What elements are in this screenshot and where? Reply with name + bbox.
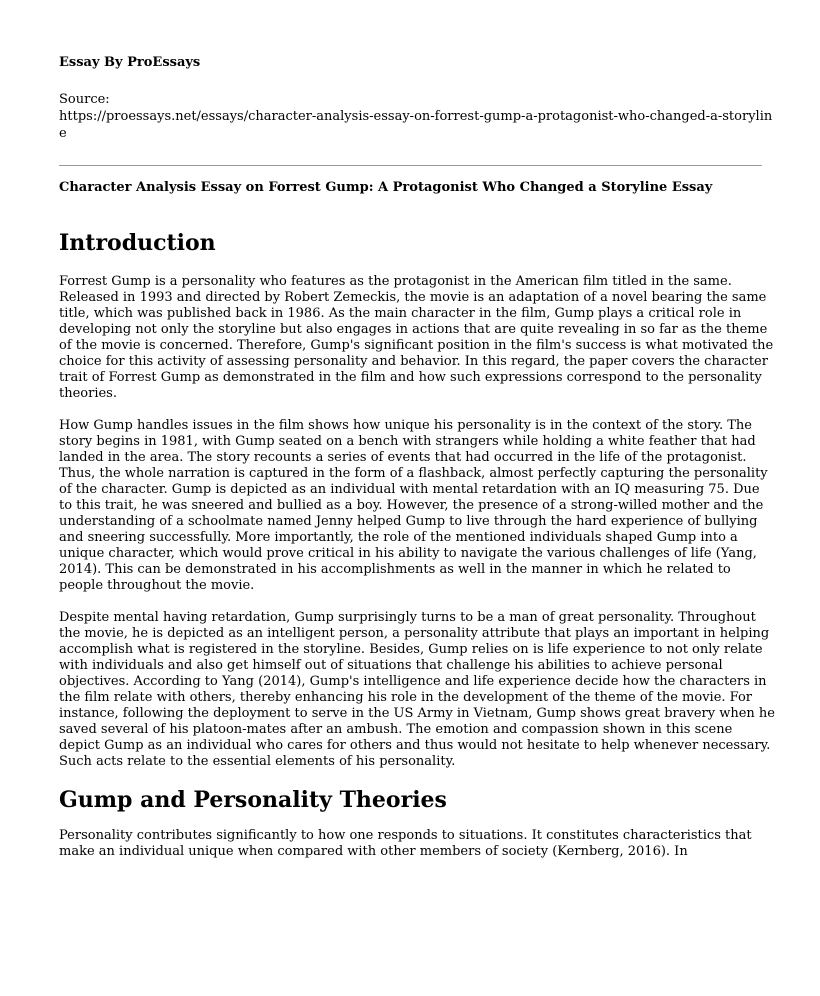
section-heading-personality-theories: Gump and Personality Theories [59,787,447,813]
paragraph: How Gump handles issues in the film shows how unique his personality is in the context of the story. The story begins in 1981, with Gump seated on a bench with strangers while holding a white feather that had landed in the area. The story recounts a series of events that had occurred in the life of the protagonist. Thus, the whole narration is captured in the form of a flashback, almost perfectly capturing the personality of the character. Gump is depicted as an individual with mental retardation with an IQ measuring 75. Due to this trait, he was sneered and bullied as a boy. However, the presence of a strong-willed mother and the understanding of a schoolmate named Jenny helped Gump to live through the hard experience of bullying and sneering successfully. More importantly, the role of the mentioned individuals shaped Gump into a unique character, which would prove critical in his ability to navigate the various challenges of life (Yang, 2014). This can be demonstrated in his accomplishments as well in the manner in which he related to people throughout the movie. [59,418,768,593]
divider [59,165,762,166]
paragraph: Personality contributes significantly to how one responds to situations. It constitutes characteristics that make an individual unique when compared with other members of society (Kernberg, 2016). In [59,828,752,859]
source-url[interactable]: https://proessays.net/essays/character-analysis-essay-on-forrest-gump-a-protagonist-who-changed-a-storyline [59,109,773,141]
source-block [59,91,775,142]
document-title: Character Analysis Essay on Forrest Gump: A Protagonist Who Changed a Storyline Essay [59,180,713,195]
byline: Essay By ProEssays [59,55,201,70]
document-content [59,0,775,860]
source-label: Source: [59,92,110,107]
paragraph: Despite mental having retardation, Gump surprisingly turns to be a man of great personality. Throughout the movie, he is depicted as an intelligent person, a personality attribute that plays an important in helping accomplish what is registered in the storyline. Besides, Gump relies on is life experience to not only relate with individuals and also get himself out of situations that challenge his abilities to achieve personal objectives. According to Yang (2014), Gump's intelligence and life experience decide how the characters in the film relate with others, thereby enhancing his role in the development of the theme of the movie. For instance, following the deployment to serve in the US Army in Vietnam, Gump shows great bravery when he saved several of his platoon-mates after an ambush. The emotion and compassion shown in this scene depict Gump as an individual who cares for others and thus would not hesitate to help whenever necessary. Such acts relate to the essential elements of his personality. [59,610,776,769]
section-heading-introduction: Introduction [59,230,216,256]
paragraph: Forrest Gump is a personality who features as the protagonist in the American film titled in the same. Released in 1993 and directed by Robert Zemeckis, the movie is an adaptation of a novel bearing the same title, which was published back in 1986. As the main character in the film, Gump plays a critical role in developing not only the storyline but also engages in actions that are quite revealing in so far as the theme of the movie is concerned. Therefore, Gump's significant position in the film's success is what motivated the choice for this activity of assessing personality and behavior. In this regard, the paper covers the character trait of Forrest Gump as demonstrated in the film and how such expressions correspond to the personality theories. [59,274,774,401]
